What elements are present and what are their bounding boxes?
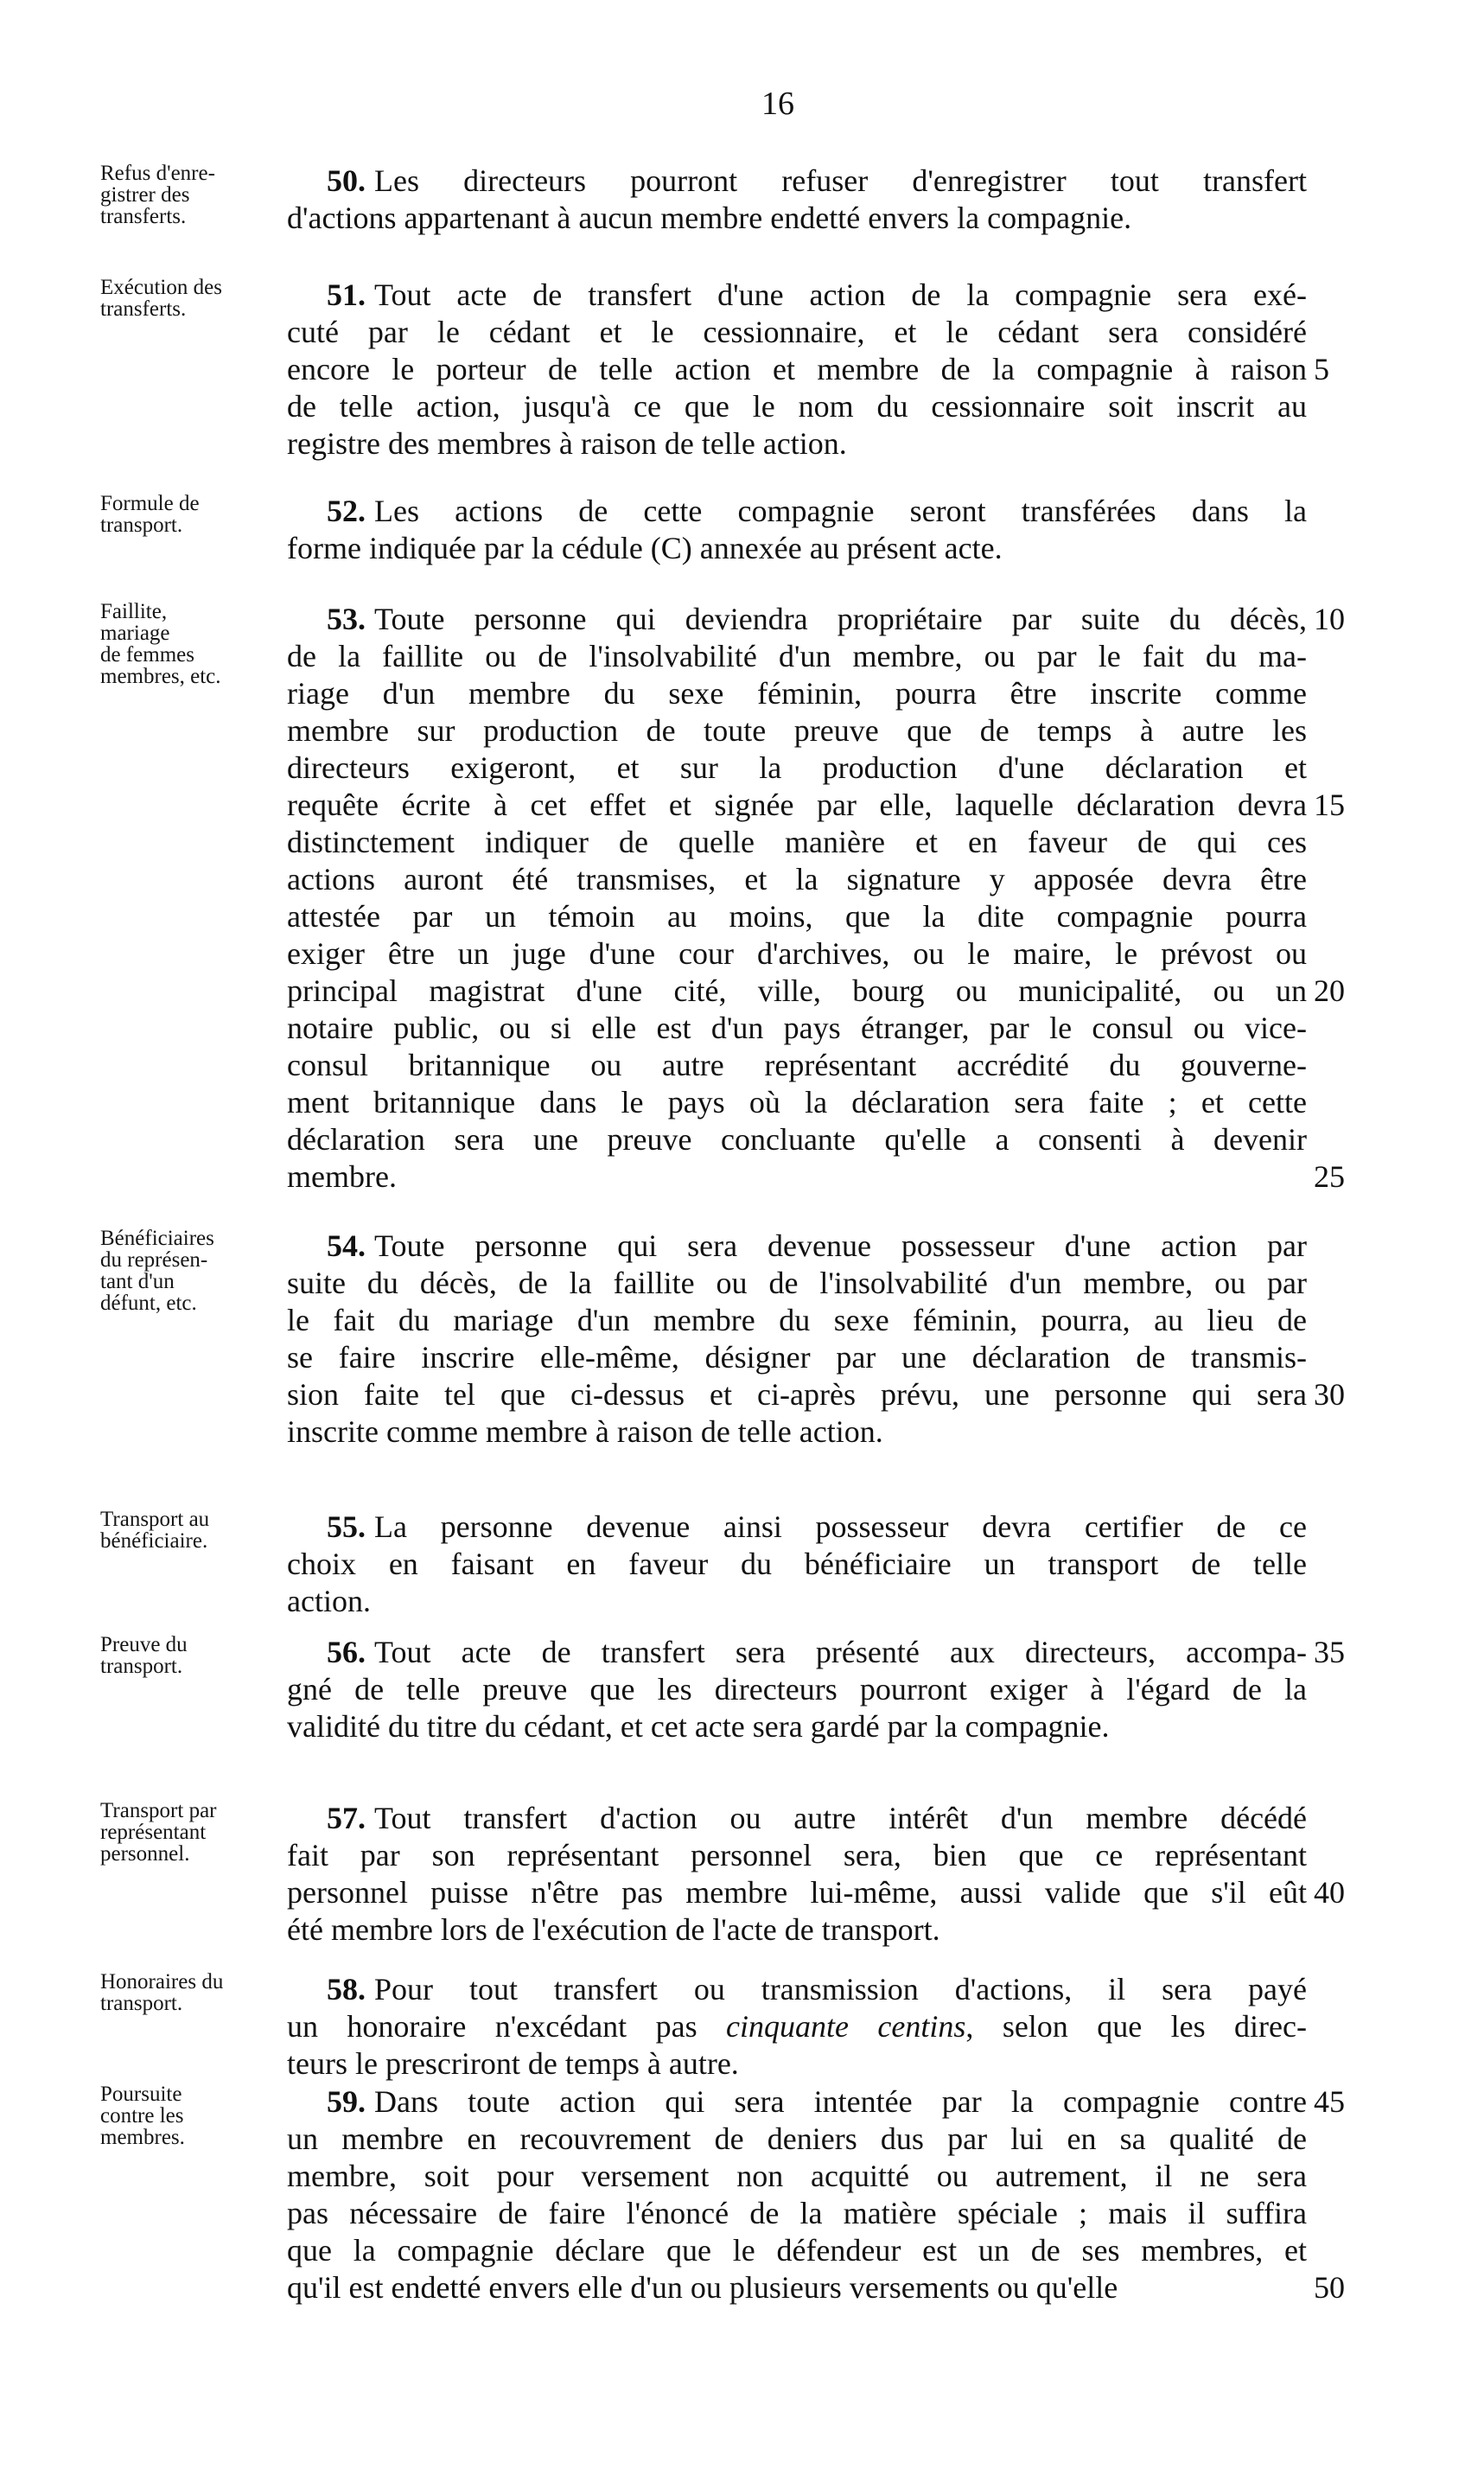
line-number: 40 xyxy=(1314,1875,1345,1910)
line-text: directeurs exigeront, et sur la production d'une déclaration et xyxy=(287,750,1307,785)
line-text: pas nécessaire de faire l'énoncé de la matière spéciale ; mais il suffira xyxy=(287,2196,1307,2230)
line-text: Dans toute action qui sera intentée par la compagnie contre xyxy=(374,2084,1307,2119)
text-line xyxy=(287,530,1307,567)
line-text: personnel puisse n'être pas membre lui-même, aussi valide que s'il eût xyxy=(287,1875,1307,1910)
text-line xyxy=(287,1158,1307,1196)
text-line xyxy=(287,1708,1307,1745)
line-text: Tout transfert d'action ou autre intérêt d'un membre décédé xyxy=(374,1801,1307,1835)
line-text: Toute personne qui deviendra propriétaire par suite du décès, xyxy=(374,602,1307,636)
text-line xyxy=(287,1010,1307,1047)
line-text: La personne devenue ainsi possesseur devra certifier de ce xyxy=(374,1509,1307,1544)
line-text: actions auront été transmises, et la signature y apposée devra être xyxy=(287,862,1307,896)
margin-note: Transport par représentant personnel. xyxy=(100,1799,217,1866)
margin-note: Transport au bénéficiaire. xyxy=(100,1508,210,1553)
line-number: 35 xyxy=(1314,1635,1345,1669)
margin-note: Bénéficiaires du représen- tant d'un défunt, etc. xyxy=(100,1227,214,1315)
text-line xyxy=(287,1302,1307,1339)
article-body xyxy=(287,1228,1307,1451)
article-number: 51. xyxy=(327,278,366,312)
text-line xyxy=(287,1376,1307,1413)
line-text: ment britannique dans le pays où la déclaration sera faite ; et cette xyxy=(287,1085,1307,1120)
line-text: de la faillite ou de l'insolvabilité d'un membre, ou par le fait du ma- xyxy=(287,639,1307,673)
line-number: 50 xyxy=(1314,2270,1345,2305)
article-body xyxy=(287,493,1307,567)
text-line xyxy=(287,2083,1307,2121)
line-text: membre, soit pour versement non acquitté ou autrement, il ne sera xyxy=(287,2159,1307,2193)
margin-note: Preuve du transport. xyxy=(100,1633,188,1678)
line-text: déclaration sera une preuve concluante qu'elle a consenti à devenir xyxy=(287,1122,1307,1157)
text-line xyxy=(287,1121,1307,1158)
article-body xyxy=(287,277,1307,463)
line-text: sion faite tel que ci-dessus et ci-après prévu, une personne qui sera xyxy=(287,1377,1307,1412)
line-text: se faire inscrire elle-même, désigner par une déclaration de transmis- xyxy=(287,1340,1307,1375)
line-text: distinctement indiquer de quelle manière et en faveur de qui ces xyxy=(287,825,1307,859)
line-number: 30 xyxy=(1314,1377,1345,1412)
line-number: 25 xyxy=(1314,1159,1345,1194)
margin-note: Refus d'enre- gistrer des transferts. xyxy=(100,162,215,228)
line-number: 10 xyxy=(1314,602,1345,636)
line-text: qu'il est endetté envers elle d'un ou plusieurs versements ou qu'elle xyxy=(287,2270,1118,2305)
text-line xyxy=(287,898,1307,935)
line-number: 5 xyxy=(1314,352,1329,386)
text-line xyxy=(287,824,1307,861)
text-line xyxy=(287,861,1307,898)
line-text: Toute personne qui sera devenue possesseur d'une action par xyxy=(374,1228,1307,1263)
line-text: encore le porteur de telle action et membre de la compagnie à raison xyxy=(287,352,1307,386)
text-line xyxy=(287,1971,1307,2008)
text-line xyxy=(287,1634,1307,1671)
line-text: attestée par un témoin au moins, que la dite compagnie pourra xyxy=(287,899,1307,934)
text-line xyxy=(287,425,1307,463)
text-line xyxy=(287,314,1307,351)
text-line xyxy=(287,1228,1307,1265)
article-body xyxy=(287,1800,1307,1949)
margin-note: Exécution des transferts. xyxy=(100,276,222,321)
text-line xyxy=(287,1911,1307,1949)
text-line xyxy=(287,1265,1307,1302)
text-line xyxy=(287,638,1307,675)
text-line xyxy=(287,1413,1307,1451)
line-text: Tout acte de transfert d'une action de la compagnie sera exé- xyxy=(374,278,1307,312)
line-text: suite du décès, de la faillite ou de l'insolvabilité d'un membre, ou par xyxy=(287,1266,1307,1300)
line-text: le fait du mariage d'un membre du sexe féminin, pourra, au lieu de xyxy=(287,1303,1307,1337)
line-number: 20 xyxy=(1314,973,1345,1008)
text-line xyxy=(287,1546,1307,1583)
text-line xyxy=(287,163,1307,200)
line-number: 45 xyxy=(1314,2084,1345,2119)
line-text: membre sur production de toute preuve que de temps à autre les xyxy=(287,713,1307,748)
article-body xyxy=(287,1971,1307,2083)
text-line xyxy=(287,388,1307,425)
article-number: 58. xyxy=(327,1972,366,2006)
article-body xyxy=(287,1509,1307,1620)
text-line xyxy=(287,1837,1307,1874)
text-line xyxy=(287,601,1307,638)
line-text: membre. xyxy=(287,1159,397,1194)
line-text: Les directeurs pourront refuser d'enregistrer tout transfert xyxy=(374,163,1307,198)
line-text: Les actions de cette compagnie seront transférées dans la xyxy=(374,494,1307,528)
line-text: un membre en recouvrement de deniers dus par lui en sa qualité de xyxy=(287,2121,1307,2156)
margin-note: Honoraires du transport. xyxy=(100,1970,224,2015)
text-line xyxy=(287,2008,1307,2045)
text-line xyxy=(287,2232,1307,2269)
line-text: validité du titre du cédant, et cet acte sera gardé par la compagnie. xyxy=(287,1709,1110,1744)
article-number: 56. xyxy=(327,1635,366,1669)
text-line xyxy=(287,351,1307,388)
text-line xyxy=(287,200,1307,237)
article-body xyxy=(287,601,1307,1196)
line-text: de telle action, jusqu'à ce que le nom du cessionnaire soit inscrit au xyxy=(287,389,1307,424)
text-line xyxy=(287,493,1307,530)
line-text: que la compagnie déclare que le défendeur est un de ses membres, et xyxy=(287,2233,1307,2268)
line-text: cuté par le cédant et le cessionnaire, et le cédant sera considéré xyxy=(287,315,1307,349)
text-line xyxy=(287,2045,1307,2083)
text-line xyxy=(287,935,1307,973)
line-text: forme indiquée par la cédule (C) annexée au présent acte. xyxy=(287,531,1003,565)
line-number: 15 xyxy=(1314,788,1345,822)
line-text: action. xyxy=(287,1584,371,1618)
text-line xyxy=(287,1047,1307,1084)
line-text: notaire public, ou si elle est d'un pays étranger, par le consul ou vice- xyxy=(287,1011,1307,1045)
text-line xyxy=(287,787,1307,824)
line-text: Tout acte de transfert sera présenté aux directeurs, accompa- xyxy=(374,1635,1307,1669)
page-number: 16 xyxy=(761,86,794,122)
text-line xyxy=(287,1583,1307,1620)
line-text: principal magistrat d'une cité, ville, bourg ou municipalité, ou un xyxy=(287,973,1307,1008)
margin-note: Faillite, mariage de femmes membres, etc. xyxy=(100,600,221,688)
article-number: 52. xyxy=(327,494,366,528)
article-body xyxy=(287,163,1307,237)
line-text: teurs le prescriront de temps à autre. xyxy=(287,2046,739,2081)
line-text: un honoraire n'excédant pas cinquante centins, selon que les direc- xyxy=(287,2009,1307,2044)
margin-note: Formule de transport. xyxy=(100,492,200,537)
line-text: riage d'un membre du sexe féminin, pourra être inscrite comme xyxy=(287,676,1307,711)
line-text: été membre lors de l'exécution de l'acte de transport. xyxy=(287,1912,940,1947)
article-number: 55. xyxy=(327,1509,366,1544)
text-line xyxy=(287,1800,1307,1837)
line-text: choix en faisant en faveur du bénéficiaire un transport de telle xyxy=(287,1547,1307,1581)
text-line xyxy=(287,973,1307,1010)
article-number: 57. xyxy=(327,1801,366,1835)
text-line xyxy=(287,675,1307,712)
text-line xyxy=(287,1084,1307,1121)
line-text: inscrite comme membre à raison de telle action. xyxy=(287,1414,883,1449)
line-text: consul britannique ou autre représentant accrédité du gouverne- xyxy=(287,1048,1307,1082)
text-line xyxy=(287,2121,1307,2158)
line-text: gné de telle preuve que les directeurs pourront exiger à l'égard de la xyxy=(287,1672,1307,1707)
text-line xyxy=(287,1874,1307,1911)
article-number: 59. xyxy=(327,2084,366,2119)
line-text: d'actions appartenant à aucun membre endetté envers la compagnie. xyxy=(287,201,1132,235)
line-text: exiger être un juge d'une cour d'archives, ou le maire, le prévost ou xyxy=(287,936,1307,971)
line-text: Pour tout transfert ou transmission d'actions, il sera payé xyxy=(374,1972,1307,2006)
line-text: requête écrite à cet effet et signée par elle, laquelle déclaration devra xyxy=(287,788,1307,822)
text-line xyxy=(287,2195,1307,2232)
text-line xyxy=(287,1671,1307,1708)
text-line xyxy=(287,712,1307,750)
text-line xyxy=(287,750,1307,787)
text-line xyxy=(287,2269,1307,2306)
text-line xyxy=(287,277,1307,314)
text-line xyxy=(287,2158,1307,2195)
line-text: fait par son représentant personnel sera, bien que ce représentant xyxy=(287,1838,1307,1872)
text-line xyxy=(287,1339,1307,1376)
article-body xyxy=(287,1634,1307,1745)
article-number: 50. xyxy=(327,163,366,198)
article-body xyxy=(287,2083,1307,2306)
margin-note: Poursuite contre les membres. xyxy=(100,2083,185,2149)
text-line xyxy=(287,1509,1307,1546)
line-text: registre des membres à raison de telle action. xyxy=(287,426,847,461)
article-number: 54. xyxy=(327,1228,366,1263)
article-number: 53. xyxy=(327,602,366,636)
